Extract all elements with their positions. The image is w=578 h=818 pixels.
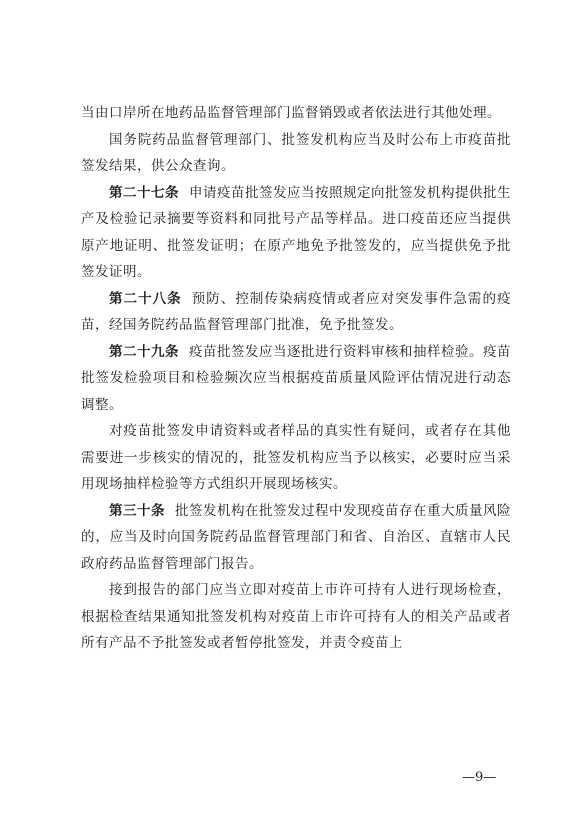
paragraph-text: 疫苗批签发应当逐批进行资料审核和抽样检验。疫苗批签发检验项目和检验频次应当根据疫苗质量风险评估情况进行动态调整。 — [81, 343, 511, 413]
paragraph-7 — [81, 498, 511, 578]
article-number: 第三十条 — [109, 502, 165, 519]
paragraph-5 — [81, 339, 511, 419]
paragraph-text: 当由口岸所在地药品监督管理部门监督销毁或者依法进行其他处理。 — [81, 105, 501, 121]
paragraph-text: 接到报告的部门应当立即对疫苗上市许可持有人进行现场检查，根据检查结果通知批签发机构对疫苗上市许可持有人的相关产品或者所有产品不予批签发或者暂停批签发，并责令疫苗上 — [81, 582, 511, 651]
paragraph-text: 国务院药品监督管理部门、批签发机构应当及时公布上市疫苗批签发结果，供公众查询。 — [81, 131, 511, 174]
paragraph-3 — [81, 180, 511, 286]
paragraph-8 — [81, 577, 511, 657]
paragraph-1 — [81, 100, 511, 127]
paragraph-text: 批签发机构在批签发过程中发现疫苗存在重大质量风险的，应当及时向国务院药品监督管理部门和省、自治区、直辖市人民政府药品监督管理部门报告。 — [81, 502, 511, 572]
paragraph-2 — [81, 127, 511, 180]
page-number: —9— — [462, 770, 497, 785]
paragraph-6 — [81, 418, 511, 498]
paragraph-4 — [81, 286, 511, 339]
paragraph-text: 对疫苗批签发申请资料或者样品的真实性有疑问，或者存在其他需要进一步核实的情况的，批签发机构应当予以核实，必要时应当采用现场抽样检验等方式组织开展现场核实。 — [81, 423, 511, 492]
article-number: 第二十八条 — [109, 290, 182, 307]
document-body — [81, 100, 511, 657]
article-number: 第二十七条 — [109, 184, 179, 201]
paragraph-text: 预防、控制传染病疫情或者应对突发事件急需的疫苗，经国务院药品监督管理部门批准，免予批签发。 — [81, 290, 512, 333]
article-number: 第二十九条 — [109, 343, 179, 360]
paragraph-text: 申请疫苗批签发应当按照规定向批签发机构提供批生产及检验记录摘要等资料和同批号产品等样品。进口疫苗还应当提供原产地证明、批签发证明；在原产地免予批签发的，应当提供免予批签发证明。 — [81, 184, 511, 280]
